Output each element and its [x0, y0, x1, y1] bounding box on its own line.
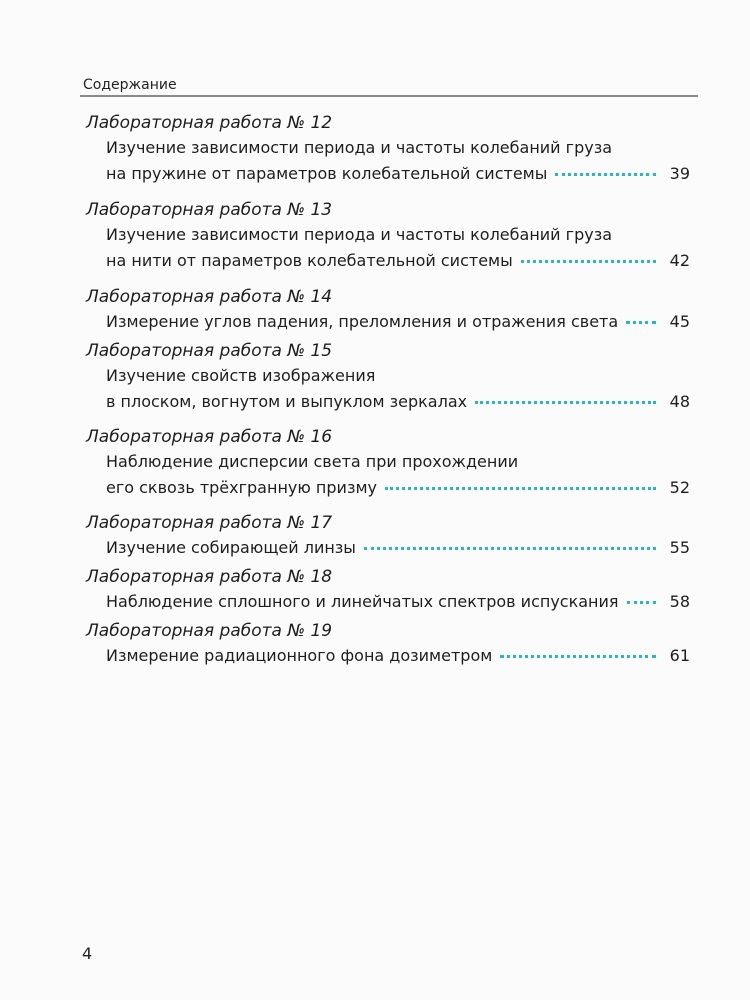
toc-page-number: 39: [669, 164, 690, 183]
toc-page-number: 61: [669, 646, 690, 665]
toc-entry-line-with-page: [106, 538, 690, 558]
dot-leader: [475, 401, 656, 404]
toc-entry-text: Изучение собирающей линзы: [106, 538, 356, 557]
toc-page-number: 52: [669, 478, 690, 497]
toc-entry-text: Измерение радиационного фона дозиметром: [106, 646, 493, 665]
dot-leader: [385, 487, 656, 490]
dot-leader: [626, 321, 656, 324]
toc-page-number: 58: [669, 592, 690, 611]
toc-entry-line-with-page: [106, 392, 690, 412]
toc-entry-text: на пружине от параметров колебательной системы: [106, 164, 548, 183]
dot-leader: [500, 655, 656, 658]
toc-page-number: 48: [669, 392, 690, 411]
dot-leader: [364, 547, 656, 550]
toc-entry-line-with-page: [106, 164, 690, 184]
toc-entry-line: Изучение зависимости периода и частоты колебаний груза: [106, 138, 612, 157]
toc-entry-text: в плоском, вогнутом и выпуклом зеркалах: [106, 392, 468, 411]
toc-entry-line: Изучение зависимости периода и частоты колебаний груза: [106, 225, 612, 244]
toc-entry-text: на нити от параметров колебательной системы: [106, 251, 513, 270]
toc-entry-line: Наблюдение дисперсии света при прохождении: [106, 452, 519, 471]
toc-entry-title: Лабораторная работа № 14: [86, 287, 333, 307]
toc-entry-line-with-page: [106, 478, 690, 498]
toc-page-number: 55: [669, 538, 690, 557]
toc-entry-line-with-page: [106, 646, 690, 666]
page-number: 4: [82, 944, 93, 963]
toc-entry-line-with-page: [106, 592, 690, 612]
dot-leader: [555, 173, 656, 176]
toc-entry-title: Лабораторная работа № 16: [86, 427, 333, 447]
toc-entry-title: Лабораторная работа № 12: [86, 113, 333, 133]
toc-entry-title: Лабораторная работа № 13: [86, 200, 333, 220]
toc-entry-line-with-page: [106, 251, 690, 271]
toc-entry-title: Лабораторная работа № 18: [86, 567, 333, 587]
header-divider: [80, 95, 698, 97]
toc-entry-text: его сквозь трёхгранную призму: [106, 478, 377, 497]
toc-entry-text: Наблюдение сплошного и линейчатых спектров испускания: [106, 592, 619, 611]
toc-page-number: 42: [669, 251, 690, 270]
dot-leader: [521, 260, 656, 263]
page-header-title: Содержание: [83, 77, 177, 93]
dot-leader: [627, 601, 656, 604]
toc-entry-title: Лабораторная работа № 17: [86, 513, 333, 533]
toc-page-number: 45: [669, 312, 690, 331]
toc-entry-line: Изучение свойств изображения: [106, 366, 376, 385]
toc-entry-text: Измерение углов падения, преломления и отражения света: [106, 312, 619, 331]
toc-entry-line-with-page: [106, 312, 690, 332]
toc-entry-title: Лабораторная работа № 19: [86, 621, 333, 641]
toc-entry-title: Лабораторная работа № 15: [86, 341, 333, 361]
